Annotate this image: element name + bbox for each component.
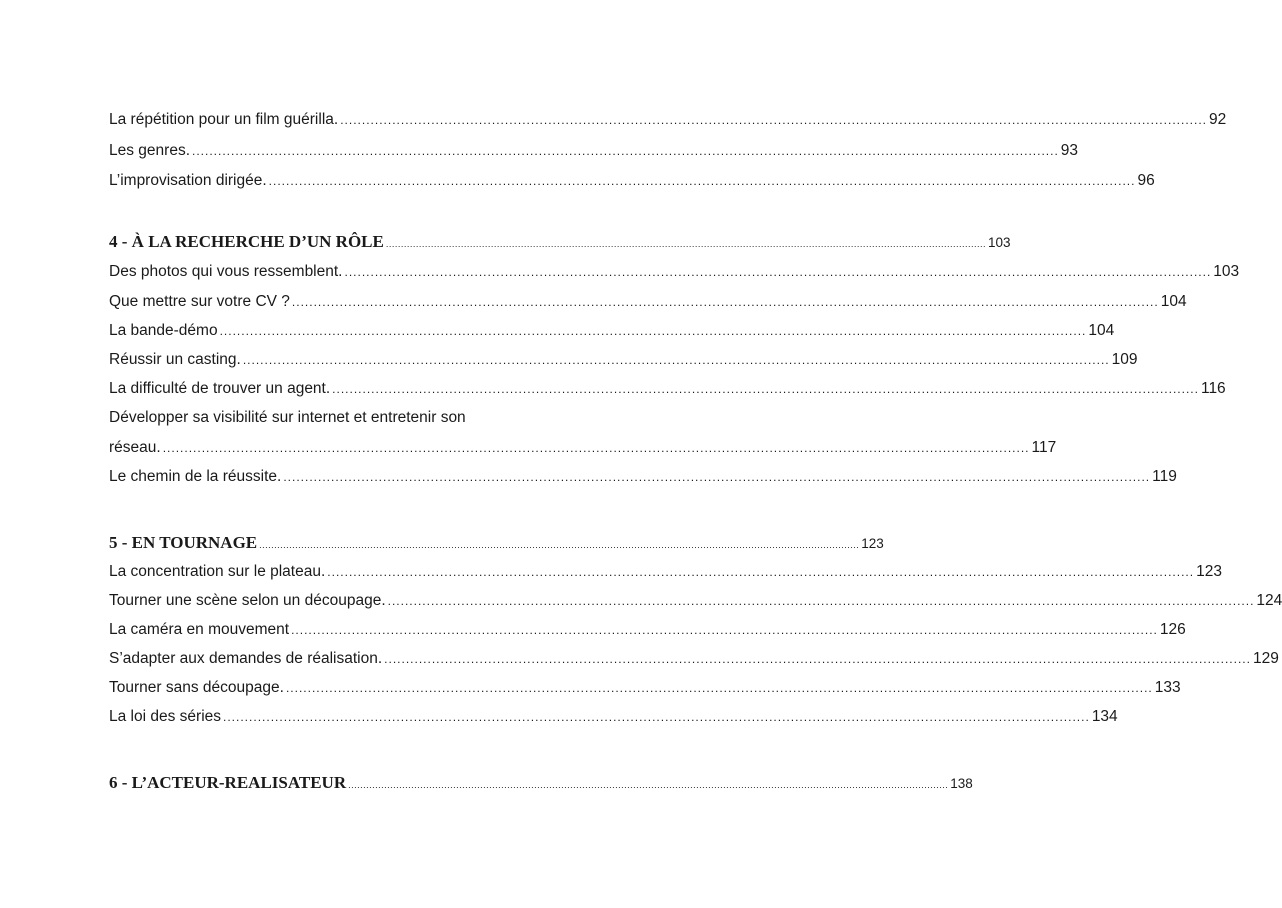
toc-entry-page: 104: [1088, 322, 1115, 339]
dot-leader: ........................................................................................................................................................................................................: [291, 623, 1158, 637]
toc-entry-page: 93: [1060, 142, 1079, 159]
toc-entry-label: Les genres.: [109, 142, 190, 159]
dot-leader: ........................................................................................................................................................................................................: [340, 113, 1207, 127]
toc-entry-page: 124: [1256, 592, 1282, 609]
dot-leader: ........................................................................................................................................................................................................: [223, 710, 1090, 724]
toc-entry-page: 117: [1031, 439, 1057, 456]
toc-entry-label: Tourner sans découpage.: [109, 679, 284, 696]
toc-entry-page: 126: [1159, 621, 1186, 638]
toc-entry: [109, 468, 1177, 486]
toc-entry: [109, 708, 1118, 726]
chapter-heading-page: 103: [987, 235, 1011, 250]
toc-entry-page: 134: [1091, 708, 1118, 725]
chapter-heading: [109, 232, 1011, 252]
dot-leader: ........................................................................................................................................................................................................: [291, 295, 1159, 309]
chapter-heading-label: 5 - EN TOURNAGE: [109, 533, 258, 552]
toc-entry: [109, 322, 1115, 340]
toc-entry-label: La concentration sur le plateau.: [109, 563, 326, 580]
toc-entry-page: 109: [1111, 351, 1138, 368]
toc-entry-label: La difficulté de trouver un agent.: [109, 380, 331, 397]
chapter-heading-page: 138: [950, 776, 973, 791]
toc-entry-page: 123: [1196, 563, 1222, 580]
dot-leader: ........................................................................................................................................................................................................: [242, 353, 1110, 367]
toc-entry-label: La répétition pour un film guérilla.: [109, 111, 339, 128]
toc-entry: [109, 621, 1186, 639]
toc-entry-label: S’adapter aux demandes de réalisation.: [109, 650, 383, 667]
toc-entry-label: réseau.: [109, 439, 161, 456]
toc-entry-page: 92: [1208, 111, 1227, 128]
dot-leader: ........................................................................................................................................................................................................: [327, 565, 1195, 579]
toc-entry-page: 116: [1200, 380, 1226, 397]
toc-entry-label: Le chemin de la réussite.: [109, 468, 282, 485]
dot-leader: ........................................................................................................................................................................................................: [283, 470, 1151, 484]
dot-leader: ........................................................................................................................................................................................................: [192, 144, 1059, 158]
toc-entry-label: Tourner une scène selon un découpage.: [109, 592, 386, 609]
dot-leader: ........................................................................................................................................................................................................: [332, 382, 1199, 396]
toc-entry: [109, 563, 1222, 581]
toc-entry: [109, 142, 1079, 160]
toc-entry: [109, 351, 1138, 369]
toc-entry: [109, 263, 1240, 281]
chapter-heading-page: 123: [861, 536, 884, 551]
toc-entry-page: 103: [1213, 263, 1240, 280]
dot-leader: ........................................................................................................................................................................................................: [384, 652, 1251, 666]
dot-leader: ........................................................................................................................................................................................................: [268, 174, 1136, 188]
dot-leader: ........................................................................................................................................................................................................: [387, 594, 1255, 608]
toc-entry-label: Des photos qui vous ressemblent.: [109, 263, 343, 280]
dot-leader: ........................................................................................................................................................................................................: [162, 441, 1030, 455]
toc-entry: [109, 409, 530, 427]
dot-leader: ........................................................................................................................................................................................................: [385, 239, 986, 249]
toc-entry-label: La bande-démo: [109, 322, 218, 339]
toc-entry-page: 119: [1152, 468, 1177, 485]
toc-entry-label: La caméra en mouvement: [109, 621, 290, 638]
toc-entry: [109, 679, 1181, 697]
toc-entry: [109, 172, 1155, 190]
toc-entry-page: 129: [1252, 650, 1279, 667]
dot-leader: ........................................................................................................................................................................................................: [344, 265, 1212, 279]
toc-entry-label: L’improvisation dirigée.: [109, 172, 267, 189]
chapter-heading: [109, 773, 973, 793]
chapter-heading: [109, 533, 884, 553]
dot-leader: ........................................................................................................................................................................................................: [285, 681, 1153, 695]
toc-entry-label: Réussir un casting.: [109, 351, 241, 368]
toc-entry: [109, 380, 1226, 398]
toc-entry-page: 96: [1137, 172, 1155, 189]
toc-entry-page: 133: [1154, 679, 1181, 696]
toc-entry-label: Développer sa visibilité sur internet et entretenir son: [109, 409, 466, 426]
dot-leader: ........................................................................................................................................................................................................: [348, 780, 949, 790]
toc-entry: [109, 592, 1282, 610]
dot-leader: ........................................................................................................................................................................................................: [219, 324, 1087, 338]
toc-entry-label: Que mettre sur votre CV ?: [109, 293, 290, 310]
toc-entry-label: La loi des séries: [109, 708, 222, 725]
toc-entry-page: 104: [1160, 293, 1187, 310]
dot-leader: ........................................................................................................................................................................................................: [259, 540, 860, 550]
toc-entry: [109, 111, 1227, 129]
chapter-heading-label: 4 - À LA RECHERCHE D’UN RÔLE: [109, 232, 384, 251]
toc-entry: [109, 650, 1279, 668]
chapter-heading-label: 6 - L’ACTEUR-REALISATEUR: [109, 773, 347, 792]
toc-entry: [109, 293, 1187, 311]
toc-entry: [109, 439, 1057, 457]
